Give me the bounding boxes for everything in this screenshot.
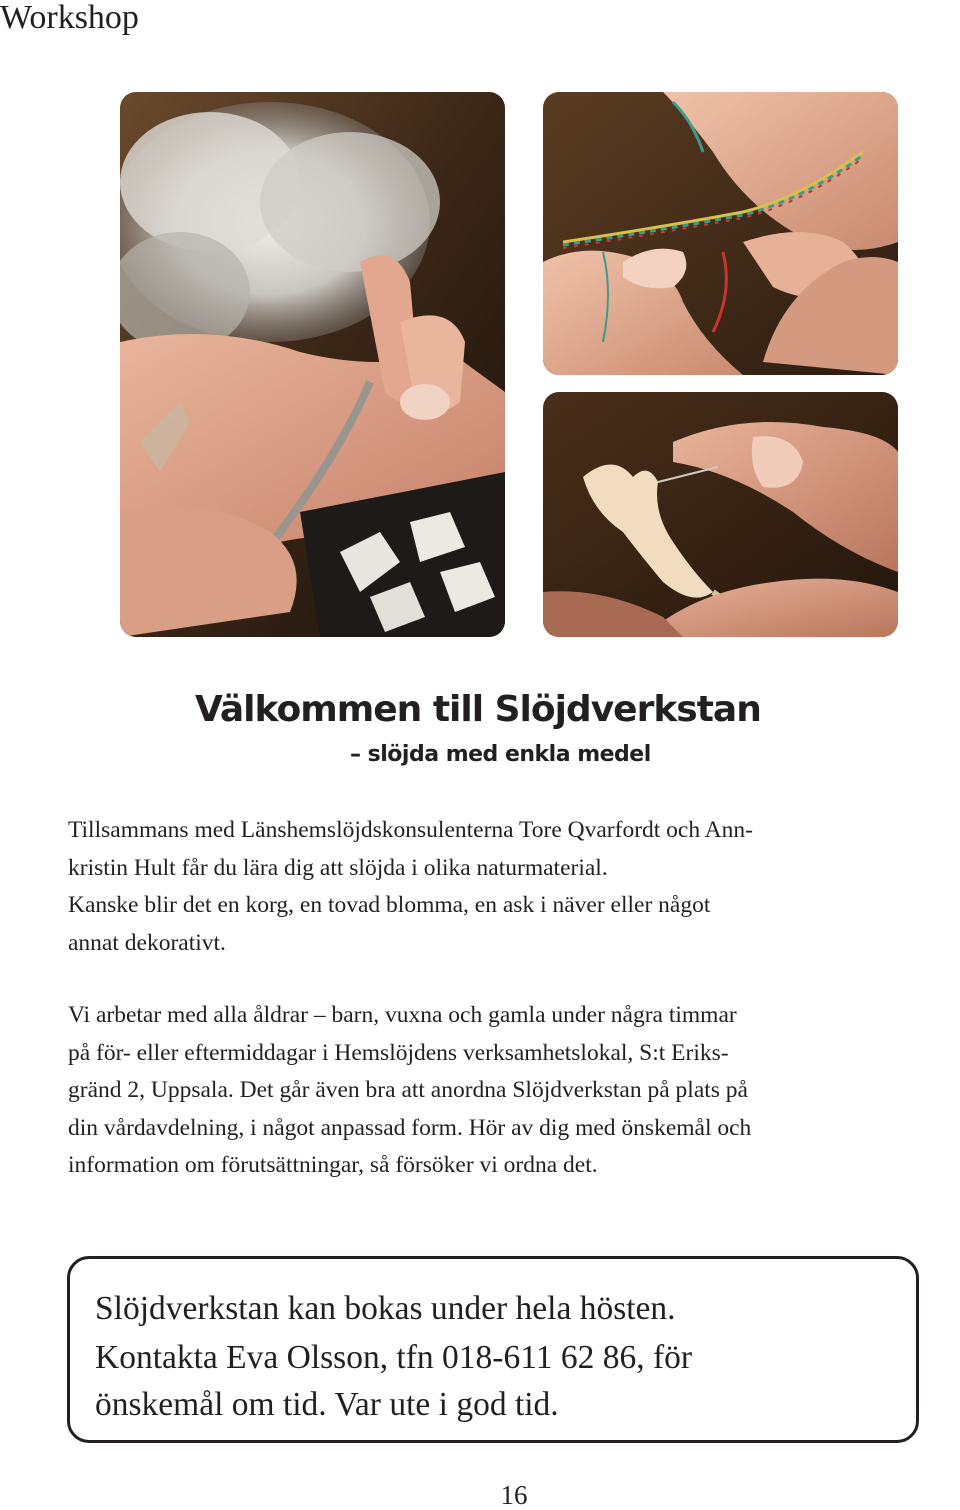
booking-info-line: Kontakta Eva Olsson, tfn 018-611 62 86, för — [95, 1339, 693, 1376]
booking-info-line: önskemål om tid. Var ute i god tid. — [95, 1386, 559, 1423]
paragraph-line: på för- eller eftermiddagar i Hemslöjdens verksamhetslokal, S:t Eriks- — [68, 1039, 729, 1066]
paragraph-line: kristin Hult får du lära dig att slöjda i olika naturmaterial. — [68, 854, 608, 881]
article-title: Välkommen till Slöjdverkstan — [195, 689, 761, 730]
wood-carving-illustration — [543, 392, 898, 637]
booking-info-box — [67, 1256, 919, 1443]
paragraph-line: annat dekorativt. — [68, 929, 226, 956]
wool-spinning-illustration — [120, 92, 505, 637]
page-number: 16 — [500, 1480, 528, 1510]
paragraph-line: Tillsammans med Länshemslöjdskonsulenterna Tore Qvarfordt och Ann- — [68, 817, 753, 843]
wool-spinning-photo — [120, 92, 505, 637]
paragraph-line: gränd 2, Uppsala. Det går även bra att anordna Slöjdverkstan på plats på — [68, 1077, 748, 1103]
article-subtitle: – slöjda med enkla medel — [350, 742, 651, 767]
thread-braiding-photo — [543, 92, 898, 375]
paragraph-line: Vi arbetar med alla åldrar – barn, vuxna och gamla under några timmar — [68, 1002, 737, 1028]
section-header: Workshop — [0, 0, 139, 36]
paragraph-line: information om förutsättningar, så försöker vi ordna det. — [68, 1152, 598, 1178]
wood-carving-photo — [543, 392, 898, 637]
paragraph-line: din vårdavdelning, i något anpassad form. Hör av dig med önskemål och — [68, 1114, 752, 1141]
thread-braiding-illustration — [543, 92, 898, 375]
intro-paragraph — [68, 812, 948, 962]
booking-info-line: Slöjdverkstan kan bokas under hela hösten. — [95, 1290, 676, 1327]
paragraph-line: Kanske blir det en korg, en tovad blomma, en ask i näver eller något — [68, 892, 711, 918]
details-paragraph — [68, 997, 948, 1185]
